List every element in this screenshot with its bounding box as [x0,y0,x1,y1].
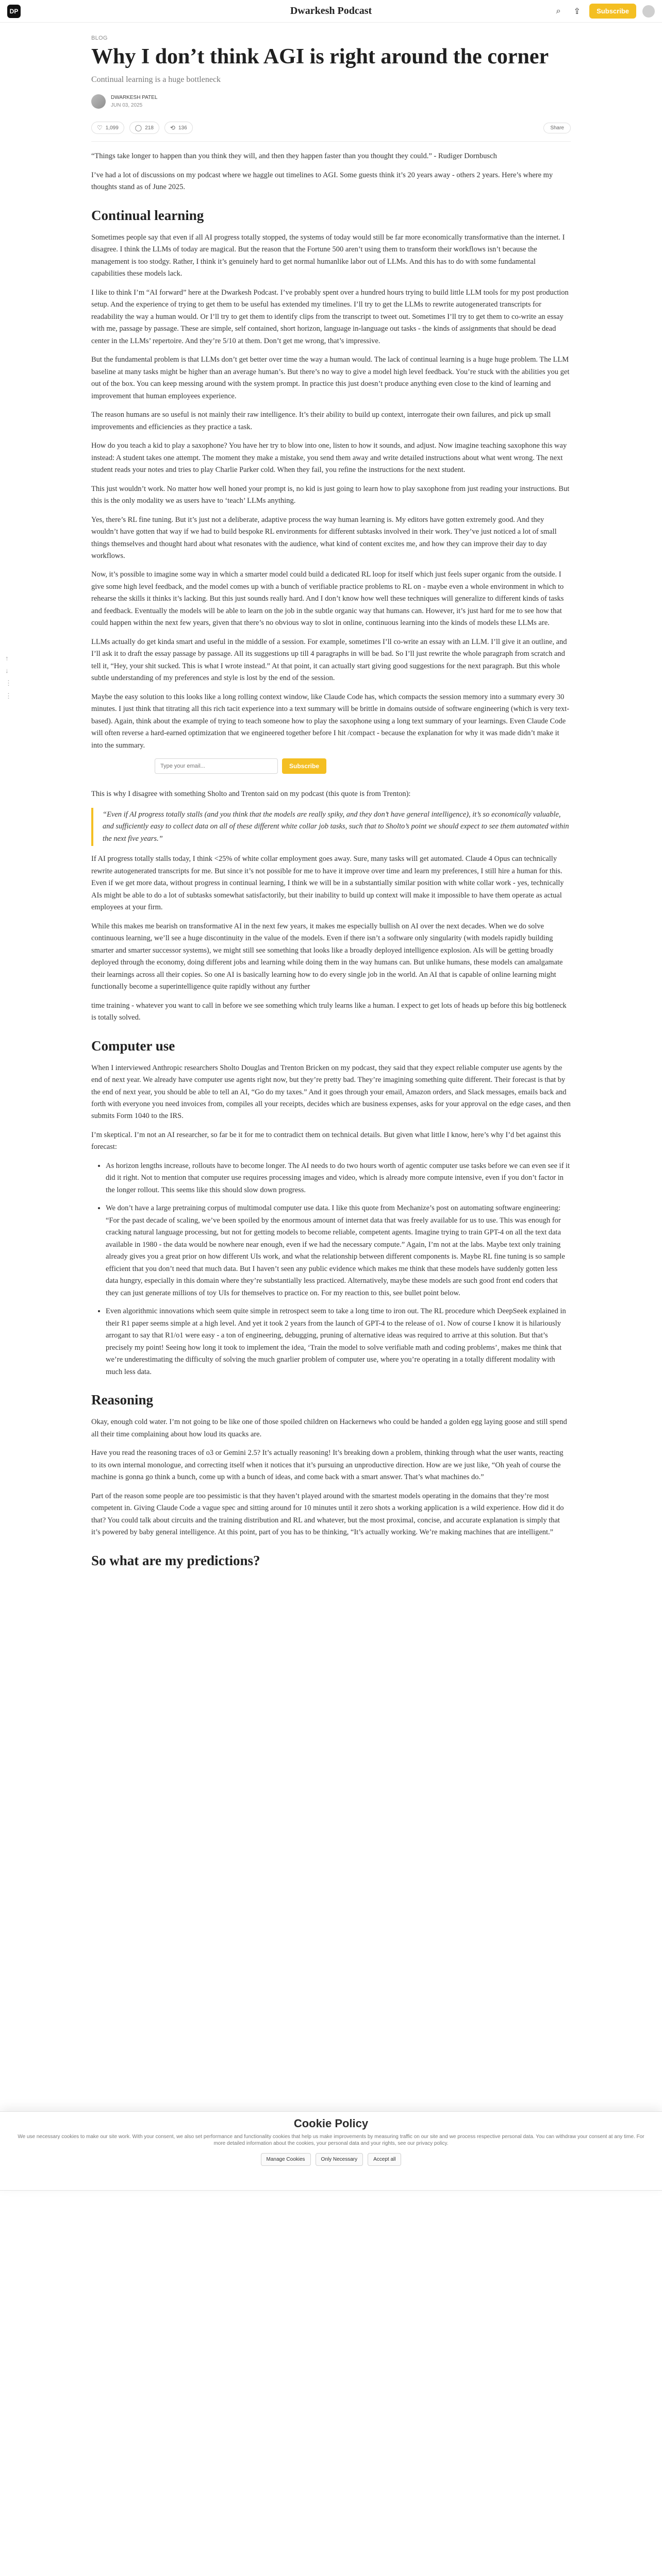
restack-icon: ⟲ [170,124,175,132]
paragraph: Maybe the easy solution to this looks like a long rolling context window, like Claude Code has, which compacts the session memory into a summary every 30 minutes. I just think that titrating all this rich tacit experience into a text summary will be brittle in domains outside of software engineering (which is very text-based). Again, think about the example of trying to teach someone how to play the saxophone using a long text summary of your learnings. Even Claude Code will often reverse a hard-earned optimization that we engineered together before I hit /compact - because the explanation for why it was made didn’t make it into the summary. [91,692,569,750]
paragraph: This is why I disagree with something Sholto and Trenton said on my podcast (this quote is from Trenton): [91,790,411,799]
likes-count: 1,099 [105,125,119,131]
author-meta [111,94,157,109]
brand [7,5,21,18]
author-name[interactable]: DWARKESH PATEL [111,95,158,101]
comment-icon: ◯ [135,124,142,132]
article-kicker: BLOG [91,35,108,41]
engagement-metrics [91,122,193,134]
intro-paragraph: I’ve had a lot of discussions on my podcast where we haggle out timelines to AGI. Some guests think it’s 20 years away - others 2 years. Here’s where my thoughts stand as of June 2025. [91,171,553,192]
cookie-banner [0,2111,662,2191]
author-avatar[interactable] [91,94,106,109]
paragraph: Part of the reason some people are too pessimistic is that they haven’t played around with the smartest models operating in the domains that they’re most competent in. Giving Claude Code a vague spec and sitting around for 10 minutes until it zero shots a working application is a wild experience. How did it do that? You could talk about circuits and the training distribution and RL and whatever, but the most proximal, concise, and accurate explanation is simply that it’s powered by baby general intelligence. At this point, part of you has to be thinking, “It’s actually working. We’re making machines that are intelligent.” [91,1492,564,1537]
paragraph: The reason humans are so useful is not mainly their raw intelligence. It’s their ability to build up context, interrogate their own failures, and pick up small improvements and efficiencies as they practice a task. [91,411,551,431]
paragraph: Okay, enough cold water. I’m not going to be like one of those spoiled children on Hackernews who could be handed a golden egg laying goose and still spend all their time complaining about how loud its quacks are. [91,1418,567,1438]
comments-count: 218 [145,125,154,131]
cookie-title: Cookie Policy [293,2117,369,2130]
search-icon[interactable]: ⌕ [556,6,561,15]
podcast-logo[interactable]: DP [7,5,21,18]
more-icon[interactable]: ⋮ [5,679,12,687]
paragraph: But the fundamental problem is that LLMs don’t get better over time the way a human would. The lack of continual learning is a huge huge problem. The LLM baseline at many tasks might be higher than an average human’s. But there’s no way to give a model high level feedback. You’re stuck with the abilities you get out of the box. You can keep messing around with the system prompt. In practice this just doesn’t produce anything even close to the kind of learning and improvement that human employees experience. [91,355,570,400]
paragraph: Sometimes people say that even if all AI progress totally stopped, the systems of today would still be far more economically transformative than the internet. I disagree. I think the LLMs of today are magical. But the reason that the Fortune 500 aren’t using them to transform their workflows isn’t because the management is too stodgy. Rather, I think it’s genuinely hard to get normal humanlike labor out of LLMs. And this has to do with some fundamental capabilities these models lack. [91,233,565,278]
more-icon-secondary[interactable]: ⋮ [5,692,12,700]
top-actions [552,4,655,19]
list-item: • As horizon lengths increase, rollouts have to become longer. The AI needs to do two hours worth of agentic computer use tasks before we can even see if it did it right. Not to mention that computer use requires processing images and video, which is already more compute intensive, even if you don’t factor in the longer rollout. This seems like this should slow down progress. [106,1160,571,1196]
paragraph: LLMs actually do get kinda smart and useful in the middle of a session. For example, sometimes I’ll co-write an essay with an LLM. I’ll give it an outline, and I’ll ask it to draft the essay passage by passage. All its suggestions up till 4 paragraphs in will be bad. So I’ll just rewrite the whole paragraph from scratch and tell it, “Hey, your shit sucked. This is what I wrote instead.” At that point, it can actually start giving good suggestions for the next paragraph. But this whole subtle understanding of my preferences and style is lost by the end of the session. [91,637,567,683]
upvote-icon[interactable]: ↑ [5,654,9,662]
email-input[interactable] [155,758,278,774]
restacks-count: 136 [178,125,187,131]
paragraph: This just wouldn’t work. No matter how well honed your prompt is, no kid is just going to learn how to play saxophone from just reading your instructions. But this is the only modality we as users have to ‘teach’ LLMs anything. [91,484,570,505]
only-necessary-button[interactable]: Only Necessary [316,2153,363,2166]
pull-quote: “Even if AI progress totally stalls (and you think that the models are really spiky, and they don’t have general intelligence), it’s so economically valuable, and sufficiently easy to collect data on all of these different white collar job tasks, such that to Sholto’s point we should expect to see them automated within the next five years.” [91,808,571,846]
publish-date: JUN 03, 2025 [111,103,143,109]
list-item: • We don’t have a large pretraining corpus of multimodal computer use data. I like this quote from Mechanize’s post on automating software engineering: “For the past decade of scaling, we’ve been spoiled by the enormous amount of internet data that was freely available for us to use. This was enough for cracking natural language processing, but not for getting models to become reliable, competent agents. Imagine trying to train GPT-4 on all the text data available in 1980 - the data would be nowhere near enough, even if we had the necessary compute.” Again, I’m not at the labs. Maybe text only training already gives you a great prior on how different UIs work, and what the relationship between different components is. Maybe RL fine tuning is so sample efficient that you don’t need that much data. But I haven’t seen any public evidence which makes me think that these models have suddenly gotten less data hungry, especially in this domain where they’re substantially less practiced. Alternatively, maybe these models are such good front end coders that they can just generate millions of toy UIs for themselves to practice on. For my reaction to this, see bullet point below. [106,1202,571,1299]
top-navigation-bar [0,0,662,23]
paragraph: Now, it’s possible to imagine some way in which a smarter model could build a dedicated RL loop for itself which just feels super organic from the outside. I give some high level feedback, and the model comes up with a bunch of verifiable practice problems to RL on - maybe even a whole environment in which to rehearse the skills it thinks it’s lacking. But this just sounds really hard. And I don’t know how well these techniques will generalize to different kinds of tasks and feedback. Eventually the models will be able to learn on the job in the subtle organic way that humans can. However, it’s just hard for me to see how that could happen within the next few years, given that there’s no obvious way to slot in online, continuous learning into the kinds of models these LLMs are. [91,570,564,628]
section-title-predictions: So what are my predictions? [91,1552,260,1568]
inline-subscribe-button[interactable]: Subscribe [282,758,326,774]
paragraph: I’m skeptical. I’m not an AI researcher, so far be it for me to contradict them on technical details. But given what little I know, here’s why I’d bet against this forecast: [91,1130,561,1151]
article [91,35,571,1577]
share-button[interactable]: Share [543,123,571,133]
paragraph: How do you teach a kid to play a saxophone? You have her try to blow into one, listen to how it sounds, and adjust. Now imagine teaching saxophone this way instead: A student takes one attempt. The moment they make a mistake, you send them away and write detailed instructions about what went wrong. The next student reads your notes and tries to play Charlie Parker cold. When they fail, you refine the instructions for the next student. [91,442,567,474]
site-title[interactable]: Dwarkesh Podcast [290,5,372,16]
paragraph: time training - whatever you want to call in before we see something which truly learns like a human. I expect to get lots of heads up before this big bottleneck is totally solved. [91,1001,567,1022]
restacks-button[interactable] [164,122,193,134]
cookie-actions [261,2153,402,2166]
paragraph: When I interviewed Anthropic researchers Sholto Douglas and Trenton Bricken on my podcast, they said that they expect reliable computer use agents by the end of next year. We already have computer use agents right now, but they’re pretty bad. They’re imagining something quite different. Their forecast is that by the end of next year, you should be able to tell an AI, “Go do my taxes.” And it goes through your email, Amazon orders, and Slack messages, emails back and forth with everyone you need invoices from, compiles all your receipts, decides which are business expenses, asks for your approval on the edge cases, and then submits Form 1040 to the IRS. [91,1063,571,1121]
avatar[interactable] [642,5,655,18]
section-title-continual-learning: Continual learning [91,207,204,223]
article-subtitle: Continual learning is a huge bottleneck [91,75,221,84]
byline [91,94,571,109]
intro-quote: “Things take longer to happen than you think they will, and then they happen faster than you thought they could.” - Rudiger Dornbusch [91,152,497,161]
computer-use-bullets [106,1160,571,1378]
subscribe-button[interactable]: Subscribe [589,4,636,19]
paragraph: Yes, there’s RL fine tuning. But it’s just not a deliberate, adaptive process the way human learning is. My editors have gotten extremely good. And they wouldn’t have gotten that way if we had to build bespoke RL environments for different subtasks involved in their work. They’ve just noticed a lot of small things themselves and thought hard about what resonates with the audience, what kind of content excites me, and how they can improve their day to day workflows. [91,515,557,560]
article-title: Why I don’t think AGI is right around the corner [91,45,549,69]
paragraph: I like to think I’m “AI forward” here at the Dwarkesh Podcast. I’ve probably spent over a hundred hours trying to build little LLM tools for my post production setup. And the experience of trying to get them to be useful has extended my timelines. I’ll try to get the LLMs to rewrite autogenerated transcripts for readability the way a human would. Or I’ll try to get them to identify clips from the transcript to tweet out. Sometimes I’ll try to get them to co-write an essay with me, passage by passage. These are simple, self contained, short horizon, language in-language out tasks - the kinds of assignments that should be dead center in the LLMs’ repertoire. And they’re 5/10 at them. Don’t get me wrong, that’s impressive. [91,288,569,345]
comments-button[interactable] [129,122,159,134]
paragraph: If AI progress totally stalls today, I think <25% of white collar employment goes away. Sure, many tasks will get automated. Claude 4 Opus can technically rewrite autogenerated transcripts for me. But since it’s not possible for me to have it improve over time and learn my preferences, I still hire a human for this. Even if we get more data, without progress in continual learning, I think we will be in a substantially similar position with white collar work - yes, technically AIs might be able to do a lot of subtasks somewhat satisfactorily, but their inability to build up context will make it impossible to have them operate as actual employees at your firm. [91,855,564,912]
manage-cookies-button[interactable]: Manage Cookies [261,2153,311,2166]
section-title-reasoning: Reasoning [91,1392,154,1408]
accept-all-button[interactable]: Accept all [368,2153,401,2166]
cookie-text: We use necessary cookies to make our site work. With your consent, we also set performance and functionality cookies that help us make improvements by measuring traffic on our site and we process respective personal data. You can withdraw your consent at any time. For more detailed information about the cookies, your personal data and your rights, see our privacy policy. [18,2134,644,2146]
section-title-computer-use: Computer use [91,1038,175,1054]
paragraph: While this makes me bearish on transformative AI in the next few years, it makes me especially bullish on AI over the next decades. When we do solve continuous learning, we’ll see a huge discontinuity in the value of the models. Even if there isn’t a software only singularity (with models rapidly building smarter and smarter successor systems), we might still see something that looks like a broadly deployed intelligence explosion. AIs will be getting broadly deployed through the economy, doing different jobs and learning while doing them in the way humans can. But unlike humans, these models can amalgamate their learnings across all their copies. So one AI is basically learning how to do every single job in the world. An AI that is capable of online learning might functionally become a superintelligence quite rapidly without any further [91,922,563,991]
article-content [91,150,571,1568]
list-item: • Even algorithmic innovations which seem quite simple in retrospect seem to take a long time to iron out. The RL procedure which DeepSeek explained in their R1 paper seems simple at a high level. And yet it took 2 years from the launch of GPT-4 to the release of o1. Now of course I know it is hilariously arrogant to say that R1/o1 were easy - a ton of engineering, debugging, pruning of alternative ideas was required to arrive at this solution. But that’s precisely my point! Seeing how long it took to implement the idea, ‘Train the model to solve verifiable math and coding problems’, makes me think that we’re underestimating the difficulty of solving the much gnarlier problem of computer use, where you’re operating in a totally different modality with much less data. [106,1306,571,1378]
downvote-icon[interactable]: ↓ [5,667,9,674]
share-icon[interactable]: ⇪ [573,7,581,16]
engagement-bar [91,116,571,142]
paragraph: Have you read the reasoning traces of o3 or Gemini 2.5? It’s actually reasoning! It’s breaking down a problem, thinking through what the user wants, reacting to its own internal monologue, and correcting itself when it notices that it’s pursuing an unproductive direction. How are we just like, “Oh yeah of course the machine is gonna go think a bunch, come up with a bunch of ideas, and come back with a smart answer. That’s what machines do.” [91,1449,564,1482]
likes-button[interactable] [91,122,124,134]
inline-subscribe-form [155,758,571,774]
left-floating-toolbar [5,654,12,700]
heart-icon: ♡ [97,124,103,132]
